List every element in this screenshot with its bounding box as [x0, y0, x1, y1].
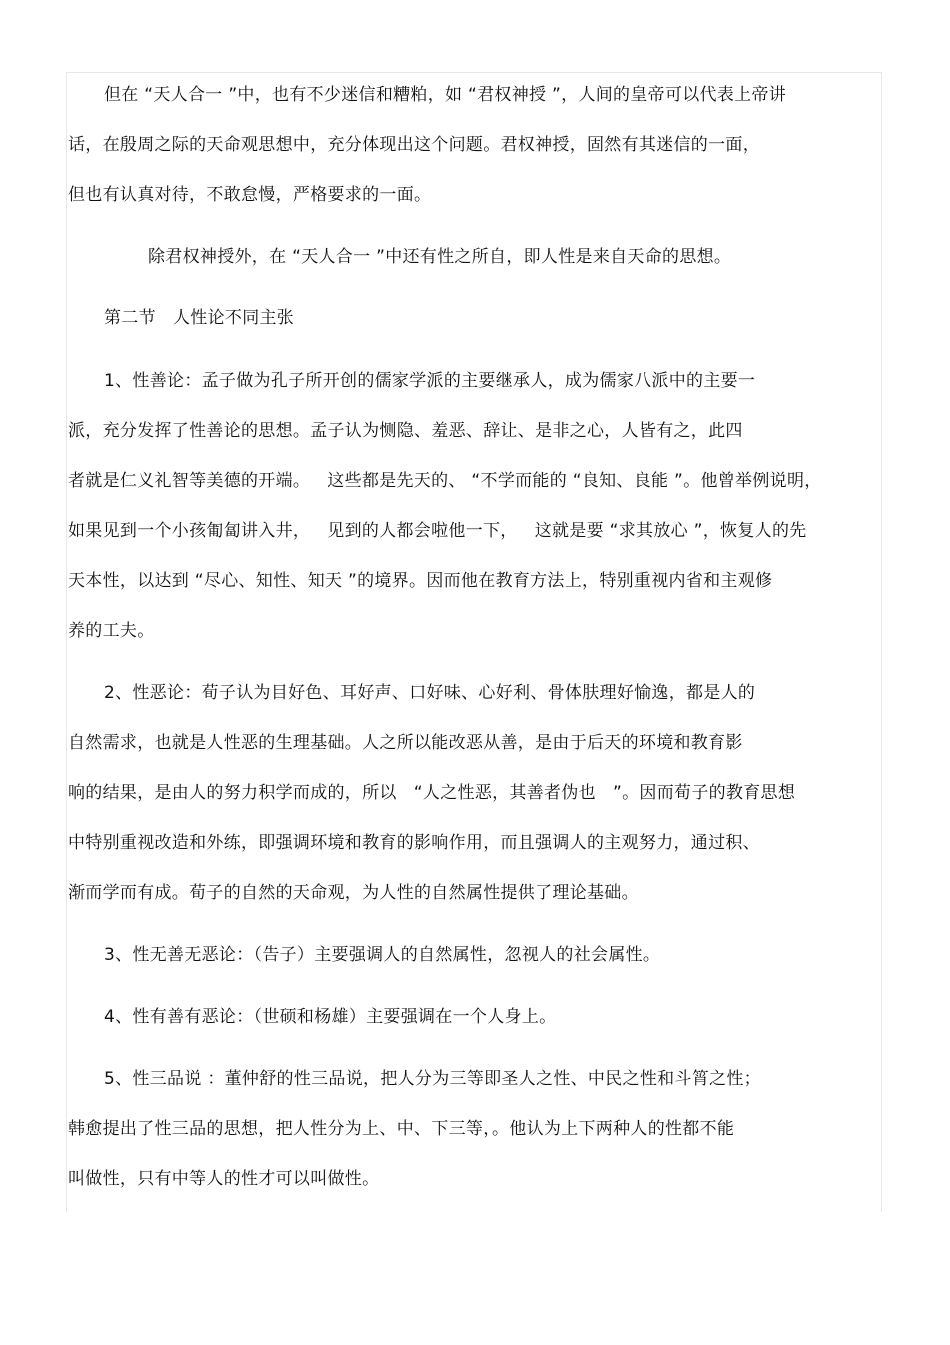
text-line: 1、性善论：孟子做为孔子所开创的儒家学派的主要继承人，成为儒家八派中的主要一 [104, 371, 756, 391]
text-line: 者就是仁义礼智等美德的开端。 这些都是先天的、 “不学而能的 “良知、良能 ”。他曾举例说明， [68, 471, 822, 491]
text-line: 叫做性，只有中等人的性才可以叫做性。 [68, 1169, 380, 1189]
text-line: 2、性恶论：荀子认为目好色、耳好声、口好味、心好利、骨体肤理好愉逸，都是人的 [104, 683, 756, 703]
text-line: 渐而学而有成。荀子的自然的天命观，为人性的自然属性提供了理论基础。 [68, 883, 639, 903]
text-line: 派，充分发挥了性善论的思想。孟子认为恻隐、羞恶、辞让、是非之心，人皆有之，此四 [68, 421, 743, 441]
text-line: 中特别重视改造和外练，即强调环境和教育的影响作用，而且强调人的主观努力，通过积、 [68, 833, 760, 853]
section-heading: 第二节 人性论不同主张 [104, 308, 295, 328]
text-line: 养的工夫。 [68, 621, 155, 641]
text-line: 但在 “天人合一 ”中，也有不少迷信和糟粕，如 “君权神授 ”，人间的皇帝可以代表上帝讲 [104, 85, 787, 105]
text-line: 5、性三品说 ：董仲舒的性三品说，把人分为三等即圣人之性、中民之性和斗筲之性； [104, 1069, 761, 1089]
text-line: 如果见到一个小孩匍匐讲入井， 见到的人都会啦他一下， 这就是要 “求其放心 ”，恢复人的先 [68, 521, 807, 541]
text-line: 但也有认真对待，不敢怠慢，严格要求的一面。 [68, 185, 432, 205]
text-line: 自然需求，也就是人性恶的生理基础。人之所以能改恶从善，是由于后天的环境和教育影 [68, 733, 743, 753]
text-line: 天本性，以达到 “尽心、知性、知天 ”的境界。因而他在教育方法上，特别重视内省和主观修 [68, 571, 773, 591]
text-line: 4、性有善有恶论：（世硕和杨雄）主要强调在一个人身上。 [104, 1007, 557, 1027]
text-line: 响的结果，是由人的努力积学而成的，所以 “人之性恶，其善者伪也 ”。因而荀子的教育思想 [68, 783, 796, 803]
page-border [66, 72, 882, 1212]
text-line: 话，在殷周之际的天命观思想中，充分体现出这个问题。君权神授，固然有其迷信的一面， [68, 135, 760, 155]
text-line: 3、性无善无恶论：（告子）主要强调人的自然属性，忽视人的社会属性。 [104, 945, 661, 965]
text-line: 除君权神授外，在 “天人合一 ”中还有性之所自，即人性是来自天命的思想。 [148, 247, 732, 267]
text-line: 韩愈提出了性三品的思想，把人性分为上、中、下三等，。他认为上下两种人的性都不能 [68, 1119, 735, 1139]
